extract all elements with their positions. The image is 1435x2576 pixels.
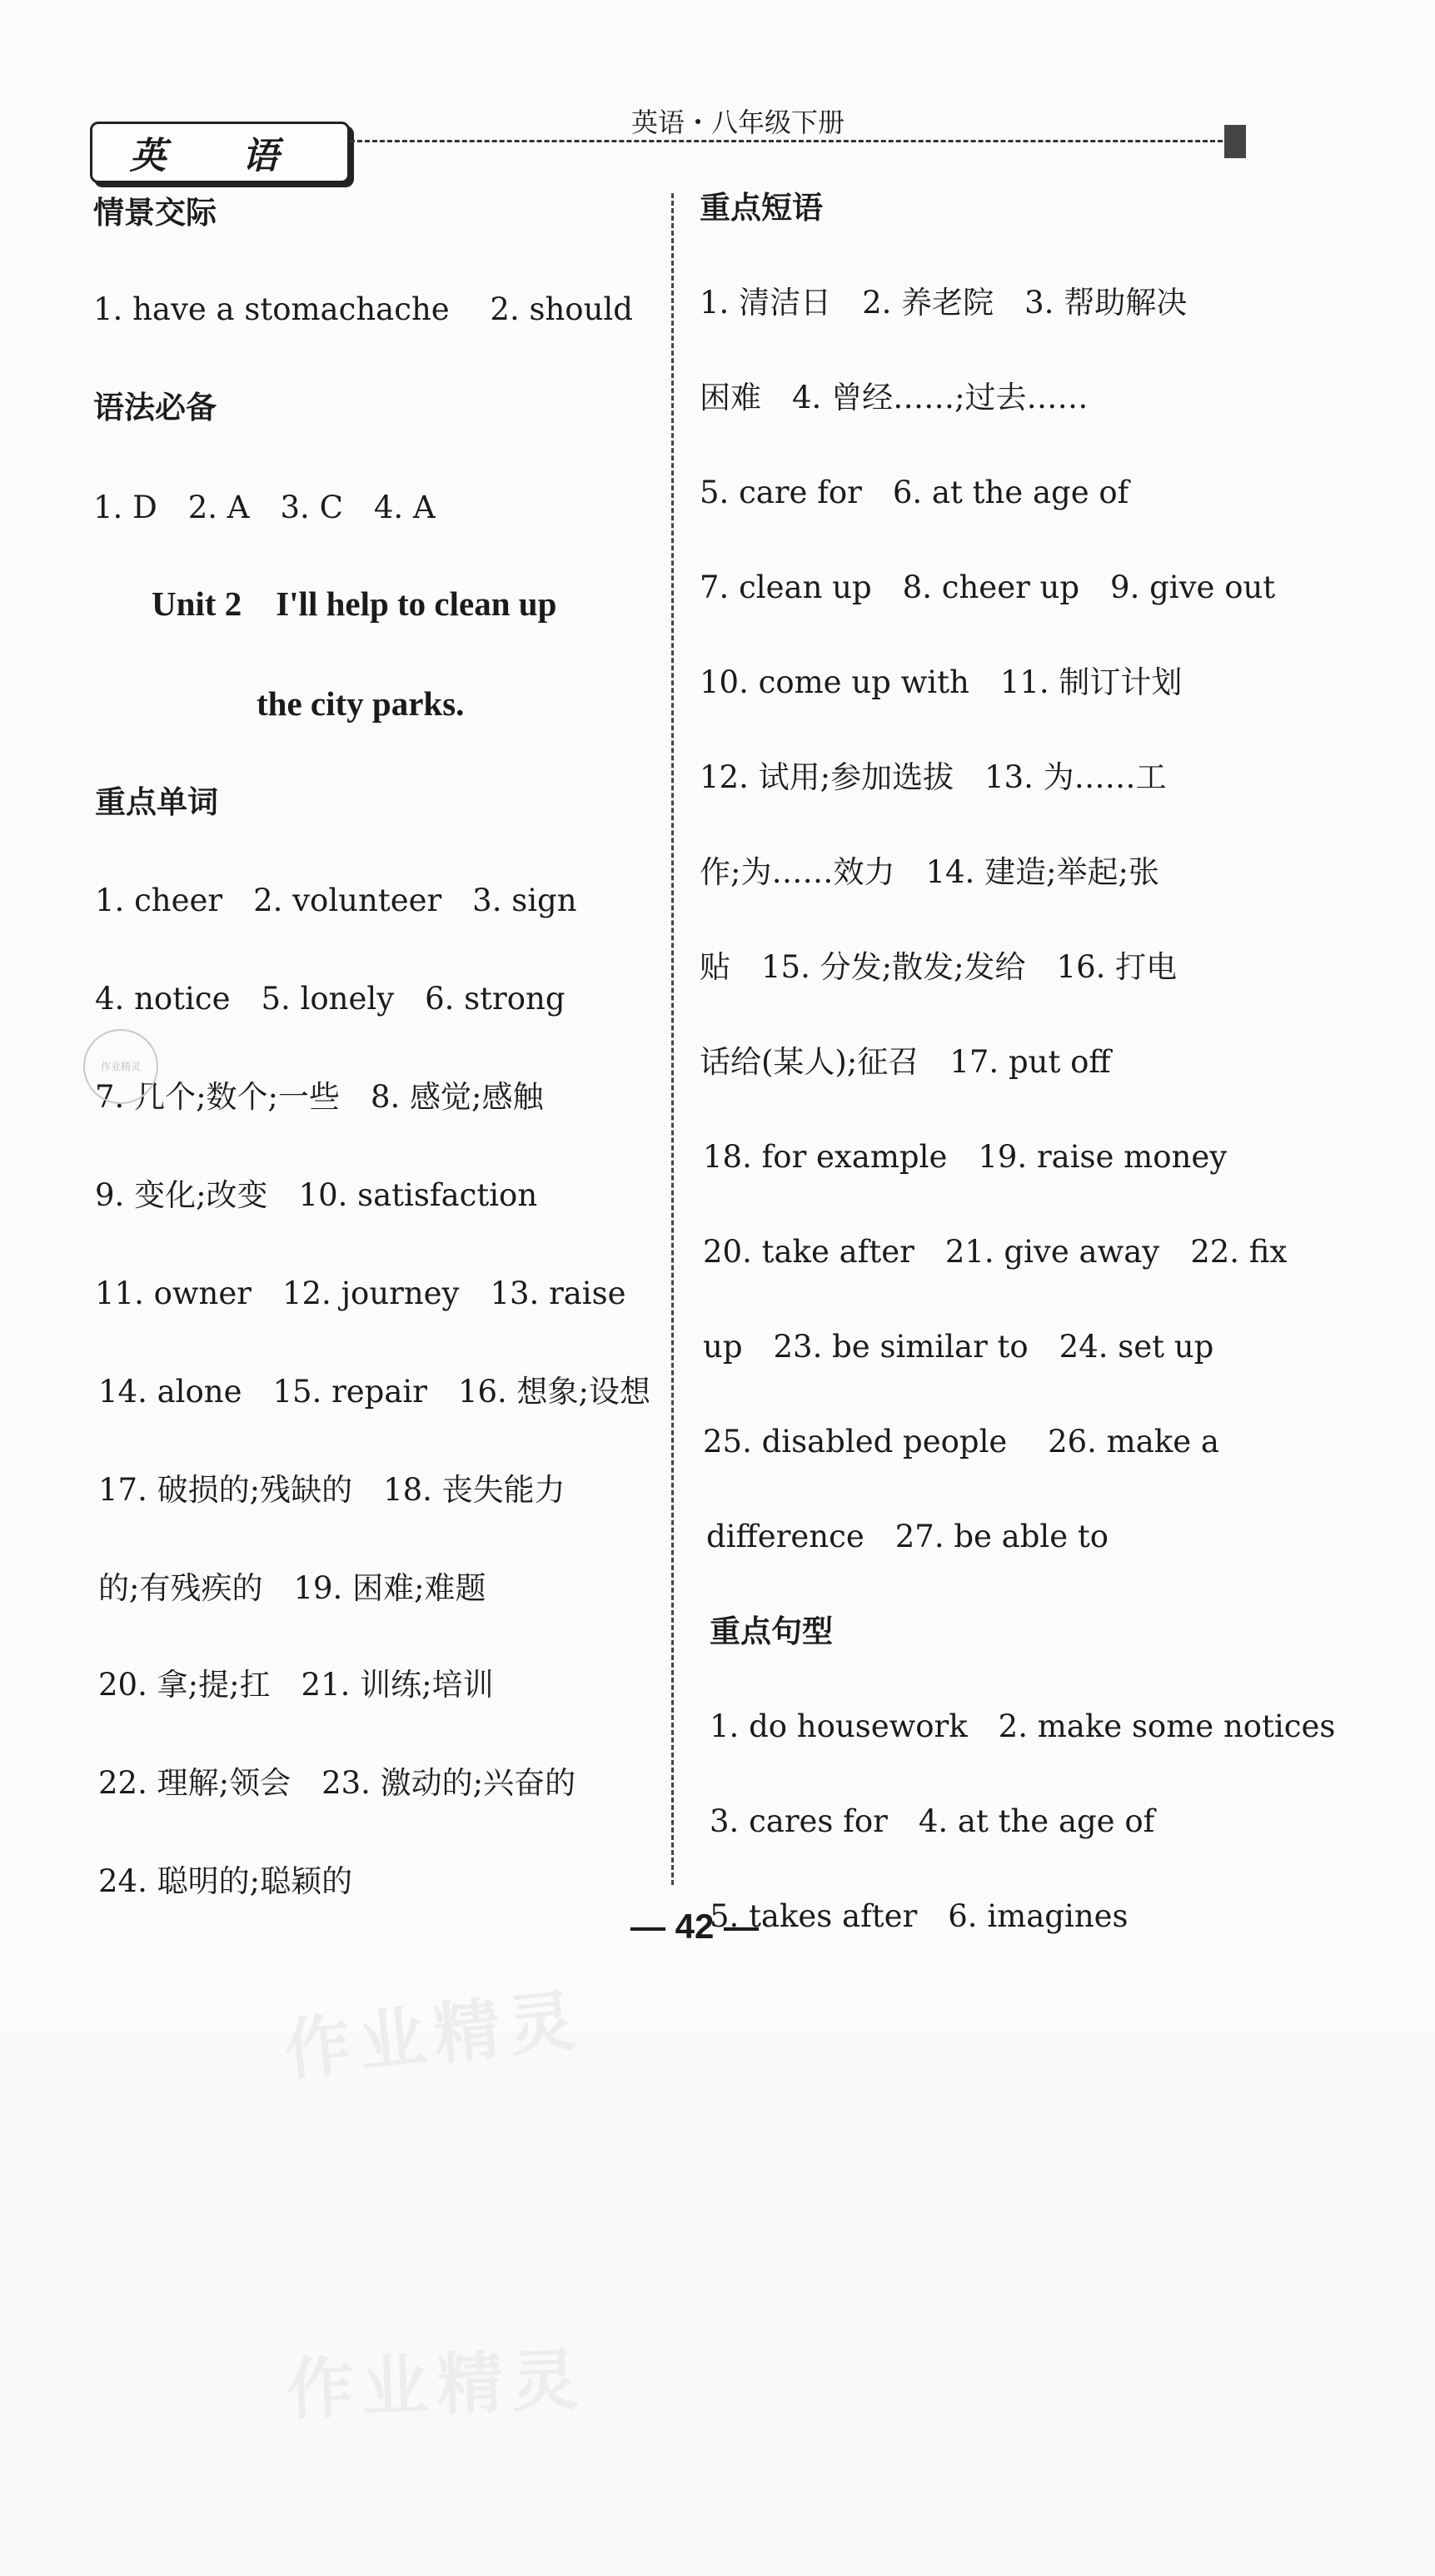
watermark-text: 作业精灵 (285, 2340, 588, 2429)
answer-line: 10. come up with 11. 制订计划 (700, 664, 1183, 700)
section-heading-sentences: 重点句型 (710, 1614, 833, 1649)
answer-line: 4. notice 5. lonely 6. strong (95, 981, 566, 1017)
answer-line: 22. 理解;领会 23. 激动的;兴奋的 (98, 1765, 576, 1801)
answer-line: 7. 几个;数个;一些 8. 感觉;感触 (95, 1079, 544, 1115)
answer-line: 7. clean up 8. cheer up 9. give out (700, 569, 1276, 605)
watermark-text: 作业精灵 (280, 1981, 587, 2090)
watermark-stamp: 作业精灵 (83, 1029, 158, 1104)
answer-line: 11. owner 12. journey 13. raise (95, 1276, 626, 1311)
answer-line: 1. do housework 2. make some notices (710, 1708, 1336, 1744)
answer-line: difference 27. be able to (706, 1519, 1109, 1554)
answer-line: 的;有残疾的 19. 困难;难题 (98, 1570, 486, 1606)
unit-title-line2: the city parks. (257, 684, 465, 723)
answer-line: 1. cheer 2. volunteer 3. sign (95, 883, 577, 918)
answer-line: 作;为……效力 14. 建造;举起;张 (700, 854, 1160, 890)
section-heading-grammar: 语法必备 (93, 390, 217, 425)
answer-line: 20. take after 21. give away 22. fix (703, 1234, 1288, 1270)
section-heading-situational: 情景交际 (93, 195, 217, 231)
answer-line: 1. D 2. A 3. C 4. A (93, 490, 436, 525)
section-heading-phrases: 重点短语 (700, 190, 823, 226)
section-heading-vocabulary: 重点单词 (95, 784, 218, 820)
column-divider (671, 193, 674, 1885)
answer-line: 话给(某人);征召 17. put off (700, 1044, 1111, 1080)
answer-line: 1. have a stomachache 2. should (93, 291, 633, 327)
header-tab-marker (1224, 125, 1246, 158)
answer-line: 困难 4. 曾经……;过去…… (700, 380, 1089, 415)
answer-line: 24. 聪明的;聪颖的 (98, 1863, 353, 1899)
book-title: 英语・八年级下册 (630, 107, 845, 138)
answer-line: 25. disabled people 26. make a (703, 1424, 1219, 1460)
subject-label: 英 语 (90, 122, 350, 183)
answer-line: 18. for example 19. raise money (703, 1139, 1228, 1175)
page-number: — 42 — (630, 1907, 760, 1946)
answer-line: 5. care for 6. at the age of (700, 475, 1129, 510)
answer-line: 17. 破损的;残缺的 18. 丧失能力 (98, 1472, 566, 1508)
unit-title-line1: Unit 2 I'll help to clean up (152, 584, 557, 623)
answer-line: up 23. be similar to 24. set up (703, 1329, 1214, 1365)
answer-line: 20. 拿;提;扛 21. 训练;培训 (98, 1667, 494, 1703)
header-rule (350, 140, 1223, 142)
answer-line: 9. 变化;改变 10. satisfaction (95, 1177, 538, 1213)
answer-line: 12. 试用;参加选拔 13. 为……工 (700, 759, 1167, 795)
answer-line: 14. alone 15. repair 16. 想象;设想 (98, 1374, 651, 1410)
answer-line: 5. takes after 6. imagines (710, 1898, 1129, 1934)
answer-line: 1. 清洁日 2. 养老院 3. 帮助解决 (700, 285, 1188, 321)
answer-line: 3. cares for 4. at the age of (710, 1803, 1155, 1839)
answer-line: 贴 15. 分发;散发;发给 16. 打电 (700, 949, 1178, 985)
